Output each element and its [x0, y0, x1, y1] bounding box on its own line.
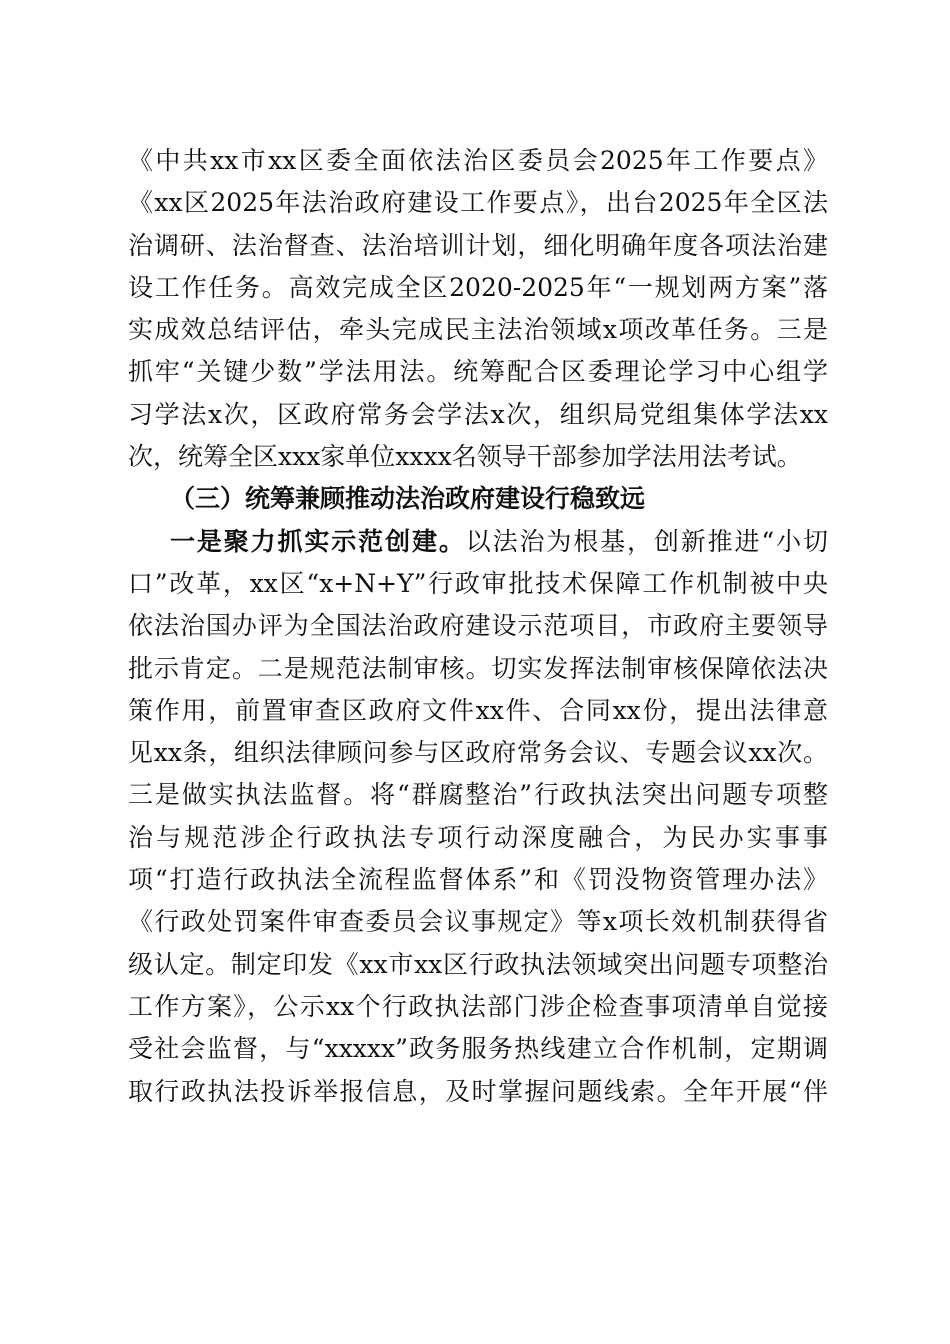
- paragraph-first-line: [128, 521, 828, 563]
- text-line: 《行政处罚案件审查委员会议事规定》等x项长效机制获得省: [128, 907, 828, 937]
- text-line: 习学法x次，区政府常务会学法x次，组织局党组集体学法xx: [128, 399, 828, 429]
- text-line: 实成效总结评估，牵头完成民主法治领域x项改革任务。三是: [128, 315, 828, 345]
- text-line: 治与规范涉企行政执法专项行动深度融合，为民办实事事: [128, 822, 828, 852]
- text-line: 抓牢“关键少数”学法用法。统筹配合区委理论学习中心组学: [128, 357, 828, 387]
- text-line: 《中共xx市xx区委全面依法治区委员会2025年工作要点》: [128, 146, 828, 175]
- paragraph-lead: 一是聚力抓实示范创建。: [170, 526, 466, 556]
- text-line: 三是做实执法监督。将“群腐整治”行政执法突出问题专项整: [128, 780, 828, 810]
- paragraph-first-line-rest: 以法治为根基，创新推进“小切: [465, 526, 828, 556]
- text-line: 批示肯定。二是规范法制审核。切实发挥法制审核保障依法决: [128, 653, 828, 683]
- text-line: 设工作任务。高效完成全区2020-2025年“一规划两方案”落: [128, 272, 828, 302]
- text-line: 依法治国办评为全国法治政府建设示范项目，市政府主要领导: [128, 611, 828, 641]
- section-heading: （三）统筹兼顾推动法治政府建设行稳致远: [170, 484, 646, 514]
- text-line: 策作用，前置审查区政府文件xx件、合同xx份，提出法律意: [128, 695, 828, 725]
- text-line: 见xx条，组织法律顾问参与区政府常务会议、专题会议xx次。: [128, 738, 828, 768]
- text-line: 级认定。制定印发《xx市xx区行政执法领域突出问题专项整治: [128, 949, 828, 979]
- document-body: [128, 140, 828, 1113]
- text-line: 口”改革，xx区“x+N+Y”行政审批技术保障工作机制被中央: [128, 568, 828, 598]
- text-line: 《xx区2025年法治政府建设工作要点》，出台2025年全区法: [128, 188, 828, 218]
- text-line: 治调研、法治督查、法治培训计划，细化明确年度各项法治建: [128, 230, 828, 260]
- text-line: 次，统筹全区xxx家单位xxxx名领导干部参加学法用法考试。: [128, 442, 802, 472]
- text-line: 取行政执法投诉举报信息，及时掌握问题线索。全年开展“伴: [128, 1076, 828, 1106]
- text-line: 受社会监督，与“xxxxx”政务服务热线建立合作机制，定期调: [128, 1034, 828, 1064]
- text-line: 工作方案》，公示xx个行政执法部门涉企检查事项清单自觉接: [128, 991, 828, 1021]
- text-line: 项“打造行政执法全流程监督体系”和《罚没物资管理办法》: [128, 865, 828, 895]
